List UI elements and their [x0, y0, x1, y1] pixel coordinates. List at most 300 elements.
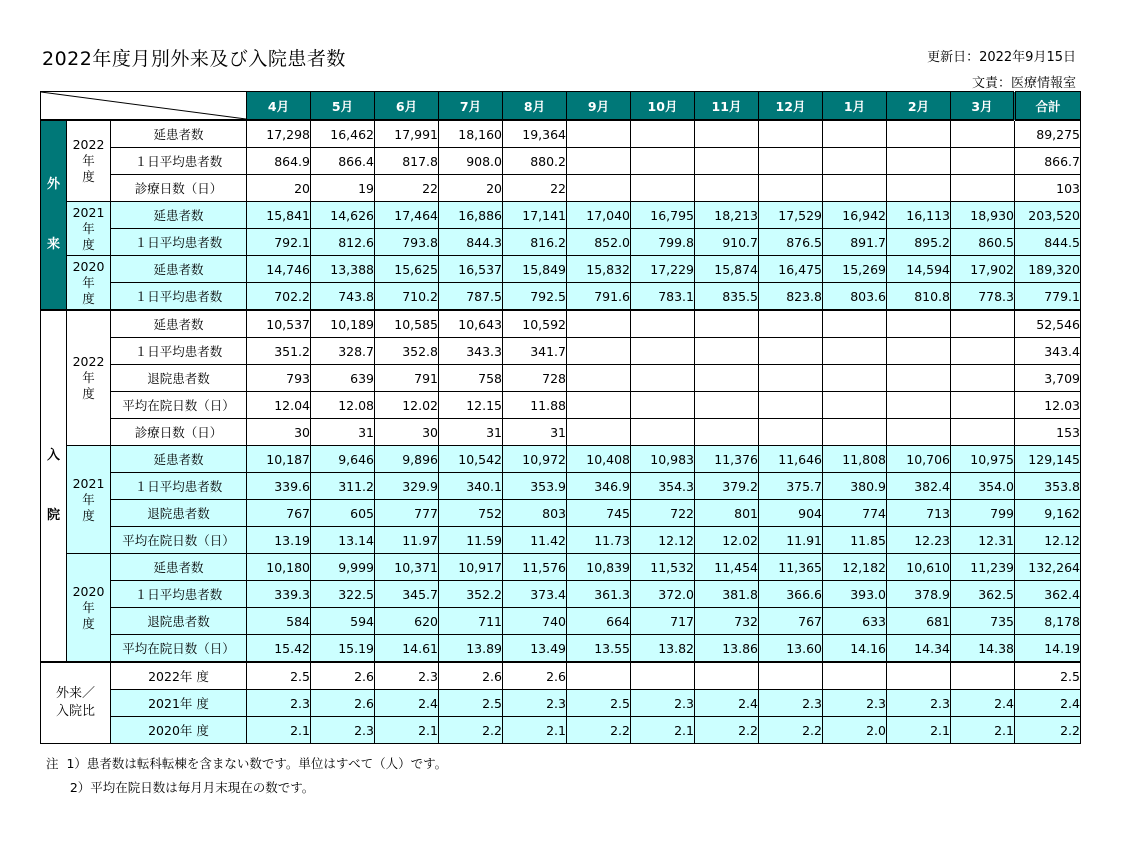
value-cell: 17,902: [951, 256, 1015, 283]
value-cell: 791: [375, 365, 439, 392]
value-cell: 382.4: [887, 473, 951, 500]
value-cell: 329.9: [375, 473, 439, 500]
value-cell: 12,182: [823, 554, 887, 581]
row-label: １日平均患者数: [111, 473, 247, 500]
value-cell: 717: [631, 608, 695, 635]
value-cell: 16,113: [887, 202, 951, 229]
value-cell: 2.5: [567, 690, 631, 717]
value-cell: 15.42: [247, 635, 311, 663]
value-cell: 14,746: [247, 256, 311, 283]
total-cell: 89,275: [1015, 120, 1081, 148]
value-cell: [823, 120, 887, 148]
value-cell: 15,625: [375, 256, 439, 283]
value-cell: 910.7: [695, 229, 759, 256]
value-cell: 353.9: [503, 473, 567, 500]
value-cell: 2.3: [631, 690, 695, 717]
value-cell: 767: [759, 608, 823, 635]
value-cell: 16,886: [439, 202, 503, 229]
value-cell: 791.6: [567, 283, 631, 311]
value-cell: 372.0: [631, 581, 695, 608]
value-cell: 11,365: [759, 554, 823, 581]
row-label: 2020年 度: [111, 717, 247, 744]
value-cell: 793: [247, 365, 311, 392]
note-1: 注 1）患者数は転科転棟を含まない数です。単位はすべて（人）です。: [46, 756, 448, 771]
value-cell: 14.34: [887, 635, 951, 663]
value-cell: 31: [503, 419, 567, 446]
value-cell: 2.5: [439, 690, 503, 717]
value-cell: 735: [951, 608, 1015, 635]
column-header: 12月: [759, 92, 823, 121]
value-cell: 10,592: [503, 310, 567, 338]
table-row: [41, 392, 1081, 419]
column-header: 2月: [887, 92, 951, 121]
value-cell: 11.97: [375, 527, 439, 554]
value-cell: 12.04: [247, 392, 311, 419]
total-cell: 12.12: [1015, 527, 1081, 554]
value-cell: 11.42: [503, 527, 567, 554]
value-cell: 904: [759, 500, 823, 527]
value-cell: 2.3: [887, 690, 951, 717]
value-cell: [631, 662, 695, 690]
value-cell: 2.1: [631, 717, 695, 744]
value-cell: 792.1: [247, 229, 311, 256]
year-label: 2020 年 度: [67, 256, 111, 311]
column-header: 4月: [247, 92, 311, 121]
value-cell: 2.1: [503, 717, 567, 744]
value-cell: 2.0: [823, 717, 887, 744]
value-cell: 777: [375, 500, 439, 527]
value-cell: 15,832: [567, 256, 631, 283]
value-cell: 710.2: [375, 283, 439, 311]
table-body: [41, 120, 1081, 744]
value-cell: 351.2: [247, 338, 311, 365]
value-cell: 2.4: [375, 690, 439, 717]
value-cell: [951, 419, 1015, 446]
value-cell: 11,576: [503, 554, 567, 581]
total-cell: 362.4: [1015, 581, 1081, 608]
column-header: 10月: [631, 92, 695, 121]
column-header: 8月: [503, 92, 567, 121]
table-row: [41, 717, 1081, 744]
year-label: 2022 年 度: [67, 310, 111, 446]
total-cell: 2.5: [1015, 662, 1081, 690]
table-row: [41, 202, 1081, 229]
row-label: １日平均患者数: [111, 229, 247, 256]
table-row: [41, 690, 1081, 717]
value-cell: 783.1: [631, 283, 695, 311]
value-cell: 340.1: [439, 473, 503, 500]
row-label: 延患者数: [111, 120, 247, 148]
value-cell: 16,475: [759, 256, 823, 283]
table-row: [41, 310, 1081, 338]
value-cell: 2.2: [439, 717, 503, 744]
value-cell: [759, 392, 823, 419]
note-2: 2）平均在院日数は毎月月末現在の数です。: [46, 780, 315, 795]
value-cell: 10,408: [567, 446, 631, 473]
value-cell: [759, 365, 823, 392]
value-cell: 13.86: [695, 635, 759, 663]
total-cell: 2.2: [1015, 717, 1081, 744]
total-cell: 203,520: [1015, 202, 1081, 229]
total-cell: 12.03: [1015, 392, 1081, 419]
value-cell: 11.88: [503, 392, 567, 419]
value-cell: 15,269: [823, 256, 887, 283]
value-cell: 852.0: [567, 229, 631, 256]
value-cell: [951, 662, 1015, 690]
value-cell: [951, 365, 1015, 392]
year-label: 2021 年 度: [67, 446, 111, 554]
value-cell: [823, 662, 887, 690]
value-cell: 18,213: [695, 202, 759, 229]
row-label: 延患者数: [111, 446, 247, 473]
value-cell: 379.2: [695, 473, 759, 500]
row-label: 診療日数（日）: [111, 175, 247, 202]
value-cell: 11,454: [695, 554, 759, 581]
value-cell: 14.61: [375, 635, 439, 663]
value-cell: 876.5: [759, 229, 823, 256]
value-cell: 2.4: [695, 690, 759, 717]
corner-cell: [41, 92, 247, 121]
value-cell: 11.59: [439, 527, 503, 554]
value-cell: 713: [887, 500, 951, 527]
value-cell: 2.2: [695, 717, 759, 744]
row-label: １日平均患者数: [111, 148, 247, 175]
value-cell: [759, 419, 823, 446]
value-cell: [695, 419, 759, 446]
column-header: 9月: [567, 92, 631, 121]
row-label: 平均在院日数（日）: [111, 635, 247, 663]
value-cell: 799: [951, 500, 1015, 527]
table-row: [41, 473, 1081, 500]
value-cell: 745: [567, 500, 631, 527]
row-label: 2022年 度: [111, 662, 247, 690]
value-cell: 14.16: [823, 635, 887, 663]
total-cell: 52,546: [1015, 310, 1081, 338]
value-cell: [567, 148, 631, 175]
year-label: 2021 年 度: [67, 202, 111, 256]
value-cell: 22: [375, 175, 439, 202]
value-cell: [631, 148, 695, 175]
value-cell: 12.31: [951, 527, 1015, 554]
value-cell: [631, 175, 695, 202]
value-cell: 373.4: [503, 581, 567, 608]
value-cell: [695, 338, 759, 365]
value-cell: 19,364: [503, 120, 567, 148]
table-row: [41, 662, 1081, 690]
column-header: 5月: [311, 92, 375, 121]
value-cell: 9,646: [311, 446, 375, 473]
value-cell: 361.3: [567, 581, 631, 608]
value-cell: 13.19: [247, 527, 311, 554]
value-cell: 844.3: [439, 229, 503, 256]
value-cell: 17,141: [503, 202, 567, 229]
value-cell: 2.1: [247, 717, 311, 744]
table-row: [41, 229, 1081, 256]
table-row: [41, 419, 1081, 446]
value-cell: 787.5: [439, 283, 503, 311]
value-cell: [759, 148, 823, 175]
value-cell: 2.6: [503, 662, 567, 690]
value-cell: 11.73: [567, 527, 631, 554]
value-cell: 10,187: [247, 446, 311, 473]
value-cell: 18,930: [951, 202, 1015, 229]
row-label: １日平均患者数: [111, 581, 247, 608]
value-cell: 2.1: [375, 717, 439, 744]
outpatient-section-label: 外 来: [41, 120, 67, 310]
value-cell: 584: [247, 608, 311, 635]
row-label: 2021年 度: [111, 690, 247, 717]
value-cell: 328.7: [311, 338, 375, 365]
value-cell: 17,529: [759, 202, 823, 229]
value-cell: 2.4: [951, 690, 1015, 717]
table-row: [41, 148, 1081, 175]
value-cell: 354.0: [951, 473, 1015, 500]
value-cell: 378.9: [887, 581, 951, 608]
value-cell: 864.9: [247, 148, 311, 175]
value-cell: 792.5: [503, 283, 567, 311]
table-row: [41, 120, 1081, 148]
value-cell: 13.82: [631, 635, 695, 663]
value-cell: 16,537: [439, 256, 503, 283]
value-cell: 12.23: [887, 527, 951, 554]
value-cell: 799.8: [631, 229, 695, 256]
value-cell: 2.3: [823, 690, 887, 717]
value-cell: [887, 120, 951, 148]
value-cell: 880.2: [503, 148, 567, 175]
table-row: [41, 635, 1081, 663]
value-cell: 15.19: [311, 635, 375, 663]
table-row: [41, 581, 1081, 608]
ratio-section-label: 外来／ 入院比: [41, 662, 111, 744]
year-label: 2020 年 度: [67, 554, 111, 663]
value-cell: [951, 392, 1015, 419]
value-cell: 10,972: [503, 446, 567, 473]
value-cell: 11.91: [759, 527, 823, 554]
row-label: １日平均患者数: [111, 338, 247, 365]
value-cell: [695, 120, 759, 148]
total-cell: 866.7: [1015, 148, 1081, 175]
value-cell: 823.8: [759, 283, 823, 311]
value-cell: 835.5: [695, 283, 759, 311]
value-cell: 11,808: [823, 446, 887, 473]
value-cell: 620: [375, 608, 439, 635]
value-cell: 10,371: [375, 554, 439, 581]
value-cell: 816.2: [503, 229, 567, 256]
row-label: 延患者数: [111, 202, 247, 229]
value-cell: 381.8: [695, 581, 759, 608]
value-cell: 2.6: [439, 662, 503, 690]
value-cell: [887, 392, 951, 419]
value-cell: 10,180: [247, 554, 311, 581]
value-cell: 778.3: [951, 283, 1015, 311]
total-cell: 343.4: [1015, 338, 1081, 365]
value-cell: 17,298: [247, 120, 311, 148]
value-cell: 17,040: [567, 202, 631, 229]
value-cell: 346.9: [567, 473, 631, 500]
value-cell: 366.6: [759, 581, 823, 608]
row-label: 延患者数: [111, 256, 247, 283]
value-cell: [823, 175, 887, 202]
value-cell: [823, 148, 887, 175]
value-cell: 2.2: [759, 717, 823, 744]
row-label: 退院患者数: [111, 500, 247, 527]
total-cell: 14.19: [1015, 635, 1081, 663]
value-cell: 375.7: [759, 473, 823, 500]
value-cell: 13.55: [567, 635, 631, 663]
value-cell: 380.9: [823, 473, 887, 500]
value-cell: 17,229: [631, 256, 695, 283]
value-cell: [823, 392, 887, 419]
column-header: 3月: [951, 92, 1015, 121]
value-cell: 22: [503, 175, 567, 202]
value-cell: [951, 148, 1015, 175]
value-cell: 2.6: [311, 690, 375, 717]
value-cell: 10,585: [375, 310, 439, 338]
value-cell: 10,839: [567, 554, 631, 581]
table-row: [41, 338, 1081, 365]
value-cell: 2.5: [247, 662, 311, 690]
value-cell: 2.1: [887, 717, 951, 744]
value-cell: 810.8: [887, 283, 951, 311]
value-cell: 17,464: [375, 202, 439, 229]
value-cell: 702.2: [247, 283, 311, 311]
value-cell: 9,999: [311, 554, 375, 581]
notes: [46, 752, 447, 800]
value-cell: 740: [503, 608, 567, 635]
total-cell: 8,178: [1015, 608, 1081, 635]
value-cell: 732: [695, 608, 759, 635]
value-cell: 817.8: [375, 148, 439, 175]
row-label: １日平均患者数: [111, 283, 247, 311]
value-cell: 774: [823, 500, 887, 527]
value-cell: 17,991: [375, 120, 439, 148]
value-cell: [951, 338, 1015, 365]
value-cell: 15,849: [503, 256, 567, 283]
value-cell: 633: [823, 608, 887, 635]
column-header: 11月: [695, 92, 759, 121]
value-cell: 681: [887, 608, 951, 635]
value-cell: 895.2: [887, 229, 951, 256]
value-cell: 752: [439, 500, 503, 527]
value-cell: [951, 120, 1015, 148]
value-cell: 16,942: [823, 202, 887, 229]
table-row: [41, 256, 1081, 283]
value-cell: 803: [503, 500, 567, 527]
value-cell: [823, 338, 887, 365]
value-cell: 594: [311, 608, 375, 635]
value-cell: 13.49: [503, 635, 567, 663]
value-cell: [951, 175, 1015, 202]
row-label: 平均在院日数（日）: [111, 392, 247, 419]
value-cell: 728: [503, 365, 567, 392]
value-cell: 10,706: [887, 446, 951, 473]
value-cell: 639: [311, 365, 375, 392]
column-header: 1月: [823, 92, 887, 121]
value-cell: [887, 419, 951, 446]
updated-date: 更新日：2022年9月15日: [927, 50, 1076, 65]
table-row: [41, 175, 1081, 202]
value-cell: 322.5: [311, 581, 375, 608]
value-cell: 891.7: [823, 229, 887, 256]
table-row: [41, 365, 1081, 392]
value-cell: 339.3: [247, 581, 311, 608]
row-label: 平均在院日数（日）: [111, 527, 247, 554]
value-cell: 866.4: [311, 148, 375, 175]
value-cell: [631, 365, 695, 392]
value-cell: 11,239: [951, 554, 1015, 581]
value-cell: [823, 310, 887, 338]
value-cell: 10,189: [311, 310, 375, 338]
column-header: 合計: [1015, 92, 1081, 121]
value-cell: 362.5: [951, 581, 1015, 608]
patient-statistics-table: [40, 91, 1081, 744]
value-cell: [631, 419, 695, 446]
value-cell: [631, 338, 695, 365]
value-cell: [823, 419, 887, 446]
value-cell: 10,542: [439, 446, 503, 473]
value-cell: 10,975: [951, 446, 1015, 473]
value-cell: [823, 365, 887, 392]
value-cell: 12.08: [311, 392, 375, 419]
value-cell: 722: [631, 500, 695, 527]
total-cell: 9,162: [1015, 500, 1081, 527]
value-cell: 311.2: [311, 473, 375, 500]
value-cell: [759, 120, 823, 148]
value-cell: 14,594: [887, 256, 951, 283]
value-cell: [695, 310, 759, 338]
total-cell: 779.1: [1015, 283, 1081, 311]
value-cell: [631, 310, 695, 338]
column-header: 7月: [439, 92, 503, 121]
value-cell: [567, 175, 631, 202]
value-cell: 393.0: [823, 581, 887, 608]
table-row: [41, 500, 1081, 527]
value-cell: [695, 392, 759, 419]
page-title: 2022年度月別外来及び入院患者数: [42, 48, 346, 70]
value-cell: 12.15: [439, 392, 503, 419]
value-cell: 31: [311, 419, 375, 446]
value-cell: 14.38: [951, 635, 1015, 663]
value-cell: [887, 365, 951, 392]
value-cell: 352.2: [439, 581, 503, 608]
value-cell: [567, 392, 631, 419]
value-cell: 13.14: [311, 527, 375, 554]
total-cell: 353.8: [1015, 473, 1081, 500]
total-cell: 129,145: [1015, 446, 1081, 473]
table-row: [41, 554, 1081, 581]
table-row: [41, 283, 1081, 311]
value-cell: [567, 338, 631, 365]
value-cell: [887, 148, 951, 175]
value-cell: 18,160: [439, 120, 503, 148]
value-cell: [567, 419, 631, 446]
value-cell: [887, 338, 951, 365]
table-row: [41, 527, 1081, 554]
value-cell: 11,532: [631, 554, 695, 581]
value-cell: 13.60: [759, 635, 823, 663]
value-cell: 812.6: [311, 229, 375, 256]
value-cell: 30: [375, 419, 439, 446]
value-cell: [759, 310, 823, 338]
total-cell: 189,320: [1015, 256, 1081, 283]
value-cell: [887, 310, 951, 338]
value-cell: 30: [247, 419, 311, 446]
value-cell: 10,537: [247, 310, 311, 338]
value-cell: 10,643: [439, 310, 503, 338]
value-cell: 9,896: [375, 446, 439, 473]
total-cell: 132,264: [1015, 554, 1081, 581]
value-cell: 20: [439, 175, 503, 202]
